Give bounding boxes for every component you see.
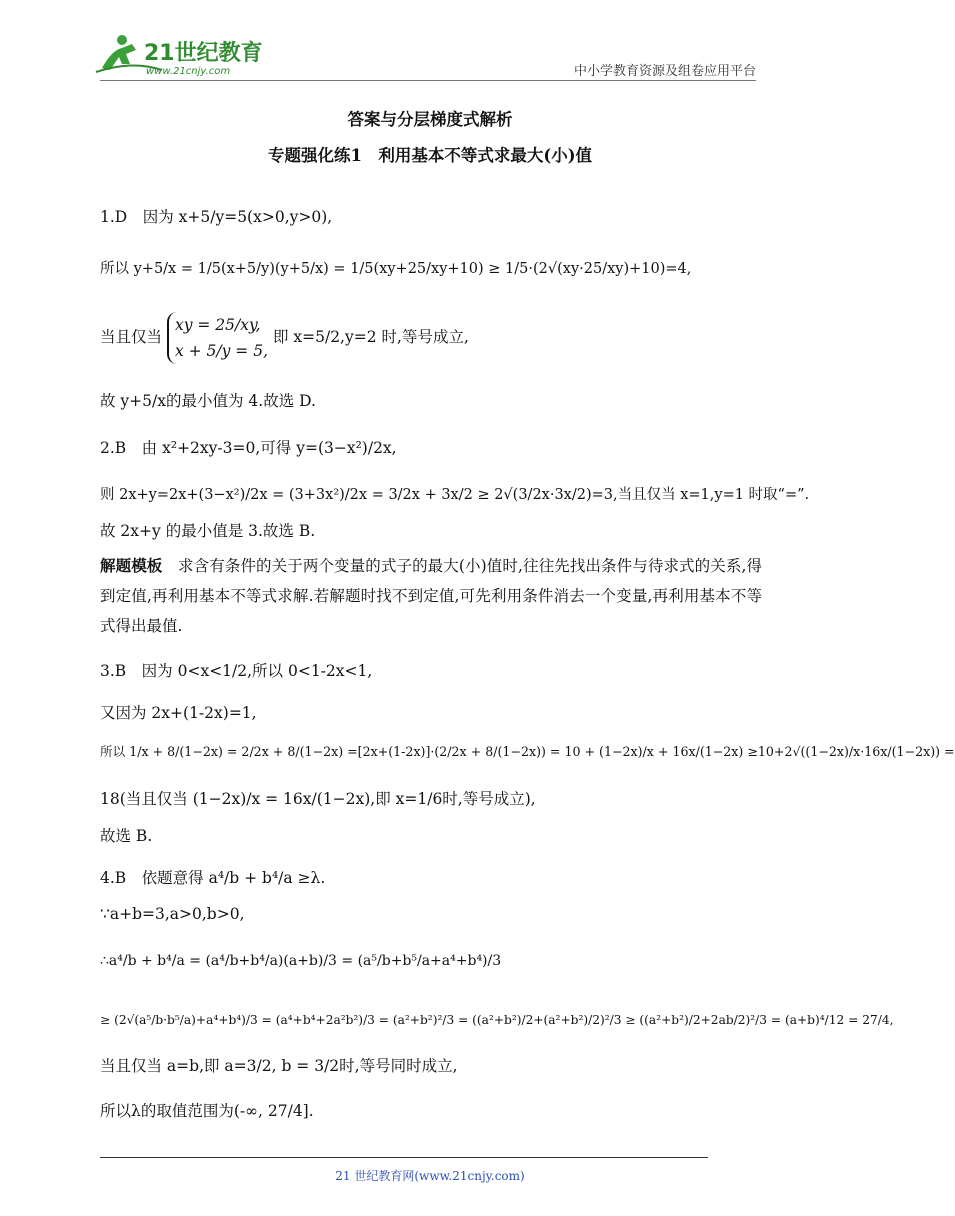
q4-line-3: ∴a⁴/b + b⁴/a = (a⁴/b+b⁴/a)(a+b)/3 = (a⁵/b+b⁵/a+a⁴+b⁴)/3 — [100, 953, 502, 969]
q1-line-3 — [100, 312, 469, 364]
q1-condition-result: 即 x=5/2,y=2 时,等号成立, — [272, 328, 469, 346]
q2-line-2: 则 2x+y=2x+(3−x²)/2x = (3+3x²)/2x = 3/2x + 3x/2 ≥ 2√(3/2x·3x/2)=3,当且仅当 x=1,y=1 时取“=”. — [100, 487, 810, 503]
footer-link[interactable]: 21 世纪教育网(www.21cnjy.com) — [335, 1169, 525, 1183]
q3-line-2: 又因为 2x+(1-2x)=1, — [100, 704, 257, 722]
q4-line-4: ≥ (2√(a⁵/b·b⁵/a)+a⁴+b⁴)/3 = (a⁴+b⁴+2a²b²)/3 = (a²+b²)²/3 = ((a²+b²)/2+(a²+b²)/2)²/3 ≥ ((a²+b²)/2+2ab/2)²/3 = (a+b)⁴/12 = 27/4, — [100, 1013, 894, 1027]
footer-divider — [100, 1157, 708, 1158]
q1-condition-label: 当且仅当 — [100, 328, 163, 346]
template-text: 求含有条件的关于两个变量的式子的最大(小)值时,往往先找出条件与待求式的关系,得到定值,再利用基本不等式求解.若解题时找不到定值,可先利用条件消去一个变量,再利用基本不等式得出最值. — [100, 557, 762, 635]
q2-line-1: 2.B 由 x²+2xy-3=0,可得 y=(3−x²)/2x, — [100, 439, 397, 457]
logo — [92, 30, 262, 78]
q4-line-1: 4.B 依题意得 a⁴/b + b⁴/a ≥λ. — [100, 869, 326, 887]
section-subtitle: 专题强化练1 利用基本不等式求最大(小)值 — [267, 146, 593, 165]
platform-tagline: 中小学教育资源及组卷应用平台 — [573, 64, 756, 79]
q1-line-2: 所以 y+5/x = 1/5(x+5/y)(y+5/x) = 1/5(xy+25/xy+10) ≥ 1/5·(2√(xy·25/xy)+10)=4, — [100, 261, 692, 277]
q2-line-3: 故 2x+y 的最小值是 3.故选 B. — [100, 522, 316, 540]
q1-line-4: 故 y+5/x的最小值为 4.故选 D. — [100, 392, 316, 410]
svg-text:21世纪教育: 21世纪教育 — [144, 41, 263, 66]
q3-line-4: 18(当且仅当 (1−2x)/x = 16x/(1−2x),即 x=1/6时,等号成立), — [100, 790, 536, 808]
solution-template-paragraph — [100, 551, 762, 641]
q3-line-5: 故选 B. — [100, 827, 153, 845]
q4-line-6: 所以λ的取值范围为(-∞, 27/4]. — [100, 1102, 314, 1120]
runner-logo-icon — [92, 30, 262, 78]
svg-text:www.21cnjy.com: www.21cnjy.com — [146, 66, 231, 77]
q1-equation-system: xy = 25/xy, x + 5/y = 5, — [167, 312, 268, 364]
header-divider — [100, 80, 756, 81]
page-title: 答案与分层梯度式解析 — [347, 110, 513, 129]
q3-line-3: 所以 1/x + 8/(1−2x) = 2/2x + 8/(1−2x) =[2x+(1-2x)]·(2/2x + 8/(1−2x)) = 10 + (1−2x)/x + 16x/(1−2x) ≥10+2√((1−2x)/x·16x/(1−2x)) = — [100, 744, 955, 759]
q4-line-5: 当且仅当 a=b,即 a=3/2, b = 3/2时,等号同时成立, — [100, 1057, 458, 1075]
q4-line-2: ∵a+b=3,a>0,b>0, — [100, 905, 245, 923]
q1-line-1: 1.D 因为 x+5/y=5(x>0,y>0), — [100, 208, 333, 226]
template-label: 解题模板 — [100, 556, 163, 575]
q3-line-1: 3.B 因为 0<x<1/2,所以 0<1-2x<1, — [100, 662, 373, 680]
